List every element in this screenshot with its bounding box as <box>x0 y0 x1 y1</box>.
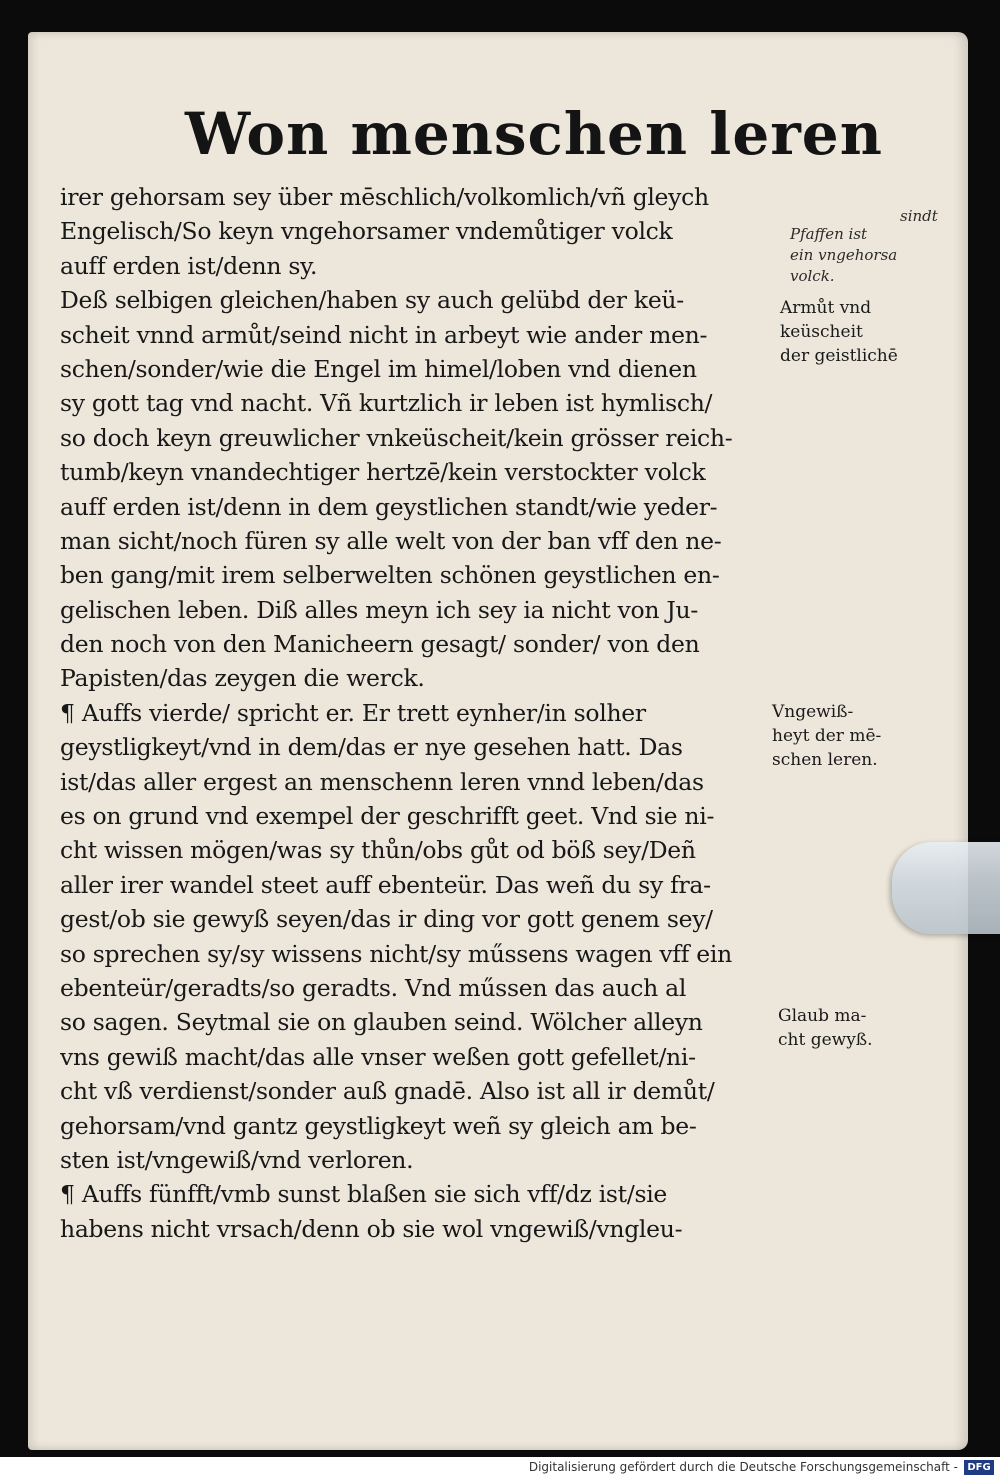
text-line: schen/sonder/wie die Engel im himel/loben vnd dienen <box>60 354 697 383</box>
page-clip <box>892 842 1000 934</box>
page-title: Won menschen leren <box>185 100 883 168</box>
margin-note-ungewiss: Vngewiß- heyt der mē- schen leren. <box>772 702 882 770</box>
text-line: Engelisch/So keyn vngehorsamer vndemůtiger volck <box>60 217 673 246</box>
text-line: gelischen leben. Diß alles meyn ich sey ia nicht von Ju- <box>60 595 698 624</box>
text-line: sy gott tag vnd nacht. Vñ kurtzlich ir leben ist hymlisch/ <box>60 389 713 418</box>
text-line: Papisten/das zeygen die werck. <box>60 664 425 693</box>
text-line: so doch keyn greuwlicher vnkeüscheit/kein grösser reich- <box>60 423 733 452</box>
text-line: es on grund vnd exempel der geschrifft geet. Vnd sie ni- <box>60 802 715 831</box>
margin-note-glaub: Glaub ma- cht gewyß. <box>778 1006 873 1050</box>
main-text-block <box>60 180 785 1246</box>
margin-note-armut: Armůt vnd keüscheit der geistlichē <box>780 298 898 366</box>
text-line: man sicht/noch füren sy alle welt von der ban vff den ne- <box>60 526 722 555</box>
text-line: ebenteür/geradts/so geradts. Vnd műssen das auch al <box>60 973 687 1002</box>
text-line: ¶ Auffs fünfft/vmb sunst blaßen sie sich vff/dz ist/sie <box>60 1180 668 1209</box>
dfg-logo-icon: DFG <box>964 1460 994 1475</box>
text-line: so sprechen sy/sy wissens nicht/sy műssens wagen vff ein <box>60 939 732 968</box>
text-line: auff erden ist/denn in dem geystlichen standt/wie yeder- <box>60 492 718 521</box>
text-line: auff erden ist/denn sy. <box>60 251 318 280</box>
text-line: ist/das aller ergest an menschenn leren vnnd leben/das <box>60 767 704 796</box>
text-line: geystligkeyt/vnd in dem/das er nye gesehen hatt. Das <box>60 733 683 762</box>
text-line: den noch von den Manicheern gesagt/ sonder/ von den <box>60 630 700 659</box>
text-line: gehorsam/vnd gantz geystligkeyt weñ sy gleich am be- <box>60 1111 697 1140</box>
text-line: cht vß verdienst/sonder auß gnadē. Also ist all ir demůt/ <box>60 1077 715 1106</box>
footer-credit: Digitalisierung gefördert durch die Deutsche Forschungsgemeinschaft - <box>528 1460 958 1474</box>
text-line: gest/ob sie gewyß seyen/das ir ding vor gott genem sey/ <box>60 905 713 934</box>
handwritten-annotation-extra: sindt <box>900 207 938 225</box>
text-line: vns gewiß macht/das alle vnser weßen gott gefellet/ni- <box>60 1042 696 1071</box>
text-line: aller irer wandel steet auff ebenteür. Das weñ du sy fra- <box>60 870 711 899</box>
text-line: Deß selbigen gleichen/haben sy auch gelübd der keü- <box>60 286 684 315</box>
text-line: ¶ Auffs vierde/ spricht er. Er trett eynher/in solher <box>60 698 646 727</box>
text-line: so sagen. Seytmal sie on glauben seind. Wölcher alleyn <box>60 1008 703 1037</box>
footer-bar <box>0 1457 1000 1479</box>
text-line: sten ist/vngewiß/vnd verloren. <box>60 1145 414 1174</box>
handwritten-annotation: Pfaffen ist ein vngehorsa volck. <box>790 225 898 285</box>
text-line: scheit vnnd armůt/seind nicht in arbeyt wie ander men- <box>60 320 708 349</box>
text-line: tumb/keyn vnandechtiger hertzē/kein verstockter volck <box>60 458 706 487</box>
text-line: cht wissen mögen/was sy thůn/obs gůt od böß sey/Deñ <box>60 836 696 865</box>
text-line: habens nicht vrsach/denn ob sie wol vngewiß/vngleu- <box>60 1214 683 1243</box>
text-line: ben gang/mit irem selberwelten schönen geystlichen en- <box>60 561 720 590</box>
text-line: irer gehorsam sey über mēschlich/volkomlich/vñ gleych <box>60 183 709 211</box>
